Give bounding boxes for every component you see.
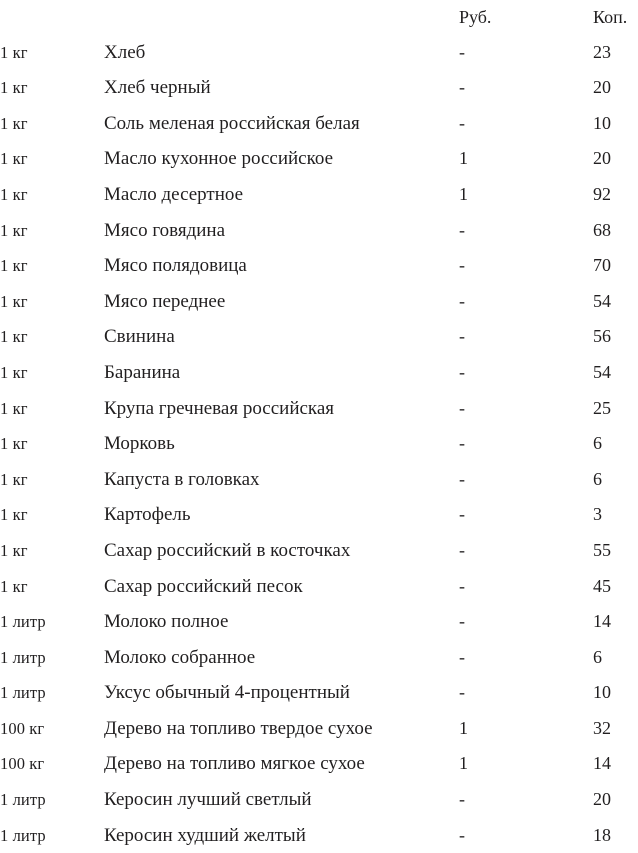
table-row [0,818,638,853]
row-rubles: - [459,575,465,596]
row-name: Масло кухонное российское [104,148,334,170]
row-rubles: - [459,41,465,62]
row-kopecks: 23 [593,41,611,62]
row-unit: 1 кг [0,184,28,204]
row-unit: 1 кг [0,113,28,133]
row-name: Свинина [104,326,175,348]
table-row [0,569,638,605]
row-name: Морковь [104,433,175,455]
row-unit: 1 кг [0,362,28,382]
row-name: Керосин лучший светлый [104,789,312,811]
row-rubles: - [459,539,465,560]
row-rubles: - [459,789,465,810]
row-rubles: - [459,504,465,525]
row-name: Сахар российский в косточках [104,539,351,561]
row-rubles: 1 [459,148,468,169]
row-kopecks: 70 [593,255,611,276]
row-unit: 1 кг [0,291,28,311]
row-name: Мясо говядина [104,219,226,241]
table-row [0,70,638,106]
row-rubles: - [459,646,465,667]
row-name: Капуста в головках [104,468,260,490]
table-row [0,355,638,391]
table-row [0,319,638,355]
row-unit: 1 кг [0,469,28,489]
row-kopecks: 14 [593,753,611,774]
row-rubles: 1 [459,717,468,738]
row-unit: 1 кг [0,42,28,62]
row-rubles: - [459,824,465,845]
row-kopecks: 54 [593,361,611,382]
row-rubles: - [459,361,465,382]
table-row [0,248,638,284]
table-row [0,604,638,640]
row-unit: 1 кг [0,256,28,276]
table-row [0,35,638,71]
row-rubles: - [459,397,465,418]
row-name: Масло десертное [104,183,244,205]
table-header [0,0,638,35]
row-unit: 1 литр [0,647,46,667]
row-unit: 100 кг [0,718,45,738]
row-name: Хлеб черный [104,77,211,99]
row-unit: 1 литр [0,790,46,810]
row-kopecks: 20 [593,77,611,98]
table-row [0,177,638,213]
row-unit: 1 литр [0,683,46,703]
row-unit: 1 кг [0,540,28,560]
row-name: Керосин худший желтый [104,824,306,846]
row-kopecks: 25 [593,397,611,418]
row-unit: 1 кг [0,576,28,596]
row-rubles: - [459,611,465,632]
table-row [0,497,638,533]
row-name: Крупа гречневая российская [104,397,335,419]
table-body [0,35,638,853]
table-row [0,533,638,569]
row-kopecks: 56 [593,326,611,347]
row-kopecks: 6 [593,433,602,454]
row-kopecks: 18 [593,824,611,845]
row-unit: 100 кг [0,754,45,774]
table-row [0,284,638,320]
row-kopecks: 14 [593,611,611,632]
row-kopecks: 10 [593,112,611,133]
row-name: Сахар российский песок [104,575,303,597]
row-name: Дерево на топливо мягкое сухое [104,753,365,775]
row-unit: 1 литр [0,612,46,632]
table-header-row [0,0,638,35]
row-name: Хлеб [104,41,146,63]
row-kopecks: 32 [593,717,611,738]
row-unit: 1 кг [0,78,28,98]
row-rubles: - [459,112,465,133]
row-kopecks: 10 [593,682,611,703]
row-name: Молоко полное [104,611,229,633]
row-name: Уксус обычный 4-процентный [104,682,350,704]
row-rubles: 1 [459,753,468,774]
row-rubles: - [459,433,465,454]
row-unit: 1 кг [0,505,28,525]
table-row [0,711,638,747]
row-rubles: - [459,468,465,489]
row-unit: 1 литр [0,825,46,845]
row-rubles: - [459,290,465,311]
row-kopecks: 54 [593,290,611,311]
row-name: Баранина [104,361,181,383]
row-kopecks: 6 [593,468,602,489]
row-unit: 1 кг [0,398,28,418]
row-kopecks: 45 [593,575,611,596]
row-rubles: - [459,77,465,98]
row-rubles: - [459,682,465,703]
row-kopecks: 92 [593,183,611,204]
column-header-kopecks: Коп. [593,7,628,27]
table-row [0,675,638,711]
row-unit: 1 кг [0,327,28,347]
row-rubles: - [459,219,465,240]
row-name: Картофель [104,504,191,526]
row-kopecks: 55 [593,539,611,560]
table-row [0,391,638,427]
table-row [0,640,638,676]
column-header-name [104,0,459,35]
column-header-rubles: Руб. [459,7,492,27]
row-kopecks: 20 [593,789,611,810]
row-kopecks: 68 [593,219,611,240]
table-row [0,746,638,782]
row-rubles: 1 [459,183,468,204]
row-name: Мясо полядовица [104,255,247,277]
table-row [0,782,638,818]
row-unit: 1 кг [0,149,28,169]
row-name: Молоко собранное [104,646,256,668]
row-name: Мясо переднее [104,290,226,312]
table-row [0,426,638,462]
row-kopecks: 3 [593,504,602,525]
table-row [0,141,638,177]
row-unit: 1 кг [0,434,28,454]
table-row [0,213,638,249]
row-unit: 1 кг [0,220,28,240]
row-name: Дерево на топливо твердое сухое [104,717,373,739]
row-rubles: - [459,326,465,347]
row-kopecks: 6 [593,646,602,667]
table-row [0,106,638,142]
table-row [0,462,638,498]
row-kopecks: 20 [593,148,611,169]
row-rubles: - [459,255,465,276]
column-header-unit [0,0,104,35]
row-name: Соль меленая российская белая [104,112,360,134]
